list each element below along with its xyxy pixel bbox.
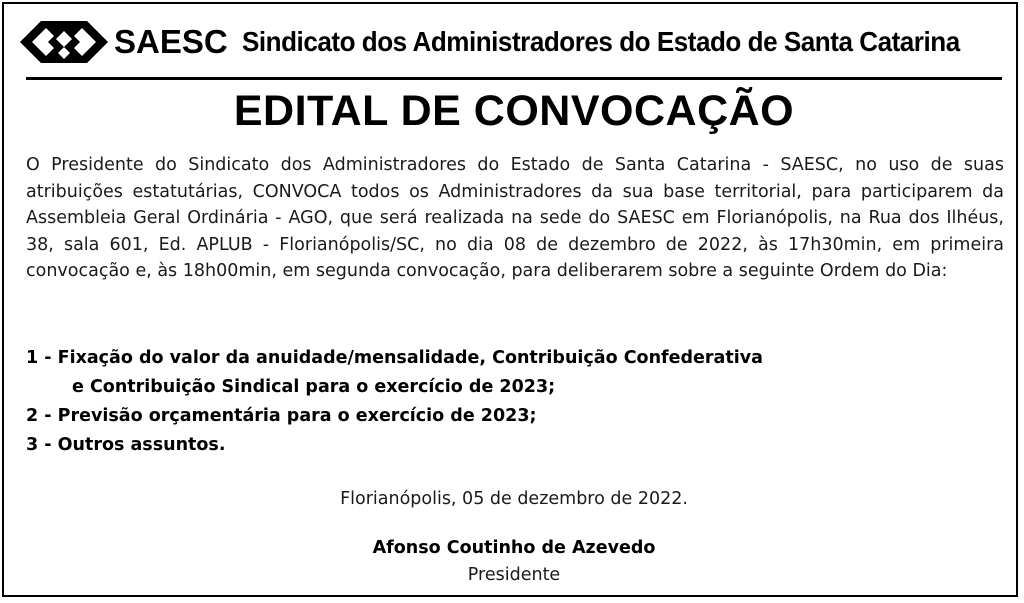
organization-name: Sindicato dos Administradores do Estado de Santa Catarina: [241, 26, 960, 57]
agenda-item-1-continuation: e Contribuição Sindical para o exercício de 2023;: [72, 377, 556, 397]
saesc-logo-icon: [18, 19, 110, 65]
agenda-item-1: 1 - Fixação do valor da anuidade/mensalidade, Contribuição Confederativa: [26, 348, 763, 368]
agenda-item-3: 3 - Outros assuntos.: [26, 435, 226, 455]
signer-name: Afonso Coutinho de Azevedo: [372, 538, 656, 558]
place-date: Florianópolis, 05 de dezembro de 2022.: [340, 489, 688, 509]
notice-body: O Presidente do Sindicato dos Administradores do Estado de Santa Catarina - SAESC, no uso de suas atribuições estatutárias, CONVOCA todos os Administradores da sua base territorial, para participarem da Assembleia Geral Ordinária - AGO, que será realizada na sede do SAESC em Florianópolis, na Rua dos Ilhéus, 38, sala 601, Ed. APLUB - Florianópolis/SC, no dia 08 de dezembro de 2022, às 17h30min, em primeira convocação e, às 18h00min, em segunda convocação, para deliberarem sobre a seguinte Ordem do Dia:: [26, 155, 1004, 282]
header-divider: [26, 77, 1002, 80]
agenda-list: [26, 344, 1004, 460]
header: [18, 12, 1008, 72]
logo-acronym: SAESC: [114, 23, 228, 60]
notice-frame: [2, 2, 1018, 597]
notice-title: EDITAL DE CONVOCAÇÃO: [233, 87, 795, 135]
signer-role: Presidente: [467, 565, 561, 585]
agenda-item-2: 2 - Previsão orçamentária para o exercício de 2023;: [26, 406, 537, 426]
